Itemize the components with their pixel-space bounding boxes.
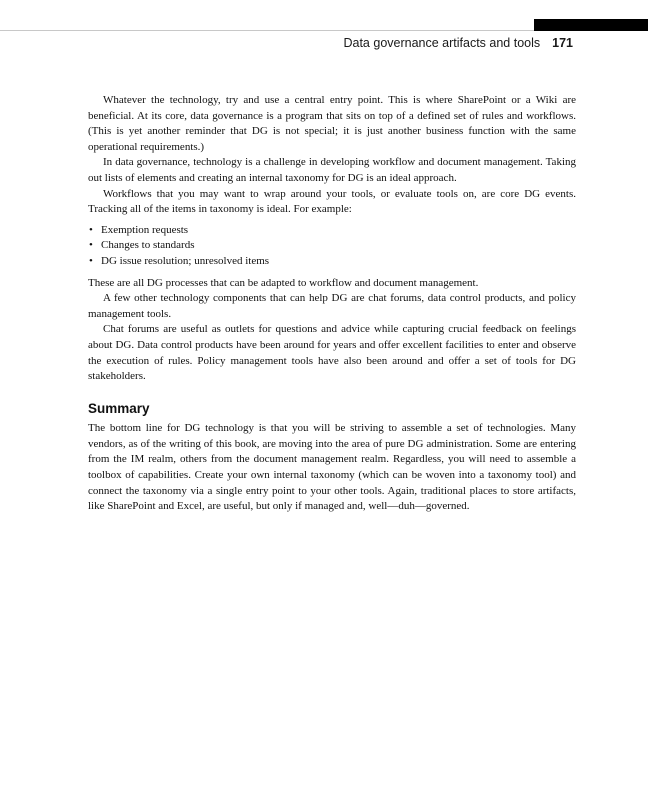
bullet-marker: • (89, 223, 93, 236)
list-item (88, 254, 576, 270)
list-item (88, 223, 576, 239)
header-rule (0, 30, 534, 31)
section-heading-summary: Summary (88, 400, 150, 416)
body-paragraph: Whatever the technology, try and use a central entry point. This is where SharePoint or a Wiki are beneficial. At its core, data governance is a program that sits on top of a defined set of rules and workflows. (This is yet another reminder that DG is not special; it is just another business function with the same operational requirements.) (88, 94, 576, 153)
header-corner-bar (534, 19, 648, 31)
running-head (343, 36, 573, 50)
page-body (88, 93, 576, 515)
body-paragraph: A few other technology components that can help DG are chat forums, data control products, and policy management tools. (88, 292, 576, 320)
list-item-text: Exemption requests (101, 223, 189, 236)
list-item-text: Changes to standards (101, 239, 195, 252)
body-paragraph: These are all DG processes that can be adapted to workflow and document management. (88, 276, 479, 289)
body-paragraph: Chat forums are useful as outlets for questions and advice while capturing crucial feedback on feelings about DG. Data control products have been around for years and offer excellent facilities to enter and observe the execution of rules. Policy management tools have also been around and offer a set of tools for DG stakeholders. (88, 323, 576, 383)
running-head-title: Data governance artifacts and tools (343, 36, 541, 50)
body-paragraph: Workflows that you may want to wrap around your tools, or evaluate tools on, are core DG events. Tracking all of the items in taxonomy is ideal. For example: (88, 187, 576, 216)
body-paragraph: In data governance, technology is a challenge in developing workflow and document management. Taking out lists of elements and creating an internal taxonomy for DG is an ideal approach. (88, 156, 576, 184)
list-item-text: DG issue resolution; unresolved items (101, 254, 270, 267)
page-number: 171 (552, 36, 573, 50)
summary-paragraph: The bottom line for DG technology is that you will be striving to assemble a set of technologies. Many vendors, as of the writing of this book, are moving into the area of pure DG administration. Some are entering from the IM realm, others from the document management realm. Regardless, you will need to assemble a toolbox of capabilities. Create your own internal taxonomy (which can be woven into a taxonomy tool) and connect the taxonomy via a single entry point to your other tools. Again, traditional places to store artifacts, like SharePoint and Excel, are useful, but only if managed and, well—duh—governed. (88, 422, 576, 513)
bullet-list (88, 223, 576, 270)
bullet-marker: • (89, 239, 93, 252)
bullet-marker: • (89, 254, 93, 267)
list-item (88, 238, 576, 254)
